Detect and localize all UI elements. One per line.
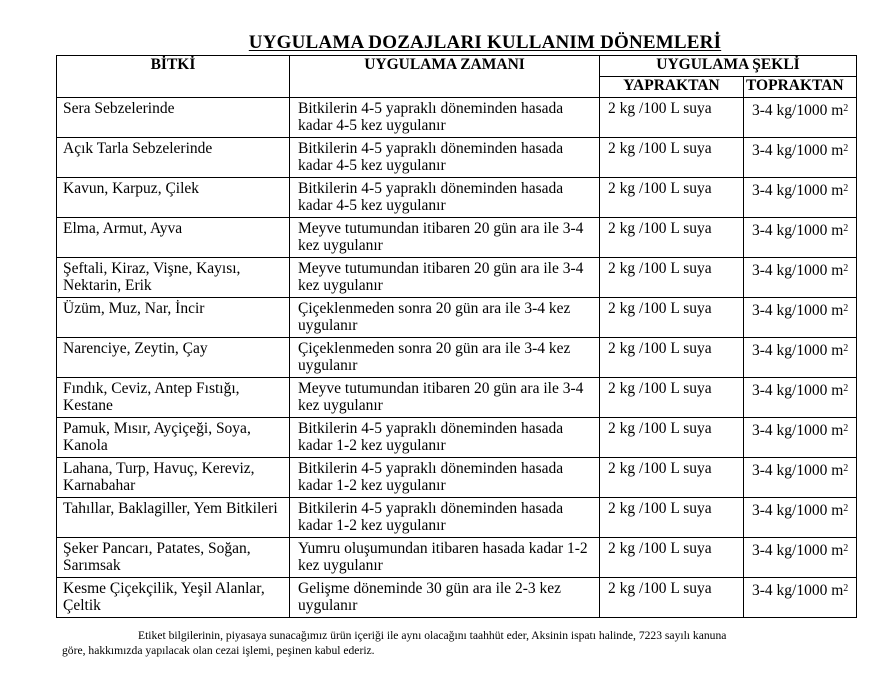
topraktan-value: 3-4 kg/1000 m <box>752 502 844 519</box>
cell-yapraktan: 2 kg /100 L suya <box>600 98 744 138</box>
topraktan-value: 3-4 kg/1000 m <box>752 182 844 199</box>
cell-yapraktan: 2 kg /100 L suya <box>600 378 744 418</box>
header-bitki: BİTKİ <box>57 56 290 98</box>
table-row <box>57 178 857 218</box>
cell-topraktan <box>744 258 857 298</box>
cell-bitki: Sera Sebzelerinde <box>57 98 290 138</box>
topraktan-exponent: 2 <box>843 343 849 354</box>
cell-uygulama-zamani: Meyve tutumundan itibaren 20 gün ara ile 3-4 kez uygulanır <box>290 258 600 298</box>
table-row <box>57 258 857 298</box>
cell-yapraktan: 2 kg /100 L suya <box>600 538 744 578</box>
cell-topraktan <box>744 378 857 418</box>
topraktan-value: 3-4 kg/1000 m <box>752 462 844 479</box>
cell-topraktan <box>744 338 857 378</box>
cell-topraktan <box>744 298 857 338</box>
cell-topraktan <box>744 218 857 258</box>
footnote-line-2: göre, hakkımızda yapılacak olan cezai işlemi, peşinen kabul ederiz. <box>62 644 375 657</box>
header-topraktan: TOPRAKTAN <box>744 77 857 98</box>
cell-bitki: Kavun, Karpuz, Çilek <box>57 178 290 218</box>
cell-uygulama-zamani: Bitkilerin 4-5 yapraklı döneminden hasada kadar 1-2 kez uygulanır <box>290 418 600 458</box>
topraktan-exponent: 2 <box>843 463 849 474</box>
cell-yapraktan: 2 kg /100 L suya <box>600 298 744 338</box>
topraktan-value: 3-4 kg/1000 m <box>752 382 844 399</box>
table-row <box>57 378 857 418</box>
topraktan-value: 3-4 kg/1000 m <box>752 142 844 159</box>
cell-bitki: Şeker Pancarı, Patates, Soğan, Sarımsak <box>57 538 290 578</box>
cell-yapraktan: 2 kg /100 L suya <box>600 458 744 498</box>
header-uygulama-zamani: UYGULAMA ZAMANI <box>290 56 600 98</box>
cell-topraktan <box>744 538 857 578</box>
topraktan-exponent: 2 <box>843 183 849 194</box>
topraktan-exponent: 2 <box>843 583 849 594</box>
cell-yapraktan: 2 kg /100 L suya <box>600 338 744 378</box>
topraktan-value: 3-4 kg/1000 m <box>752 582 844 599</box>
cell-bitki: Şeftali, Kiraz, Vişne, Kayısı, Nektarin, Erik <box>57 258 290 298</box>
cell-uygulama-zamani: Bitkilerin 4-5 yapraklı döneminden hasada kadar 4-5 kez uygulanır <box>290 178 600 218</box>
page-title-text: UYGULAMA DOZAJLARI KULLANIM DÖNEMLERİ <box>248 32 722 53</box>
table-row <box>57 498 857 538</box>
cell-uygulama-zamani: Çiçeklenmeden sonra 20 gün ara ile 3-4 kez uygulanır <box>290 338 600 378</box>
topraktan-value: 3-4 kg/1000 m <box>752 222 844 239</box>
cell-uygulama-zamani: Meyve tutumundan itibaren 20 gün ara ile 3-4 kez uygulanır <box>290 218 600 258</box>
header-yapraktan: YAPRAKTAN <box>600 77 744 98</box>
cell-yapraktan: 2 kg /100 L suya <box>600 218 744 258</box>
topraktan-value: 3-4 kg/1000 m <box>752 342 844 359</box>
table-row <box>57 98 857 138</box>
topraktan-exponent: 2 <box>843 223 849 234</box>
topraktan-value: 3-4 kg/1000 m <box>752 422 844 439</box>
cell-uygulama-zamani: Meyve tutumundan itibaren 20 gün ara ile 3-4 kez uygulanır <box>290 378 600 418</box>
cell-uygulama-zamani: Gelişme döneminde 30 gün ara ile 2-3 kez uygulanır <box>290 578 600 618</box>
table-row <box>57 138 857 178</box>
cell-bitki: Lahana, Turp, Havuç, Kereviz, Karnabahar <box>57 458 290 498</box>
cell-yapraktan: 2 kg /100 L suya <box>600 178 744 218</box>
header-row-1 <box>57 56 857 77</box>
table-row <box>57 338 857 378</box>
topraktan-exponent: 2 <box>843 383 849 394</box>
topraktan-value: 3-4 kg/1000 m <box>752 542 844 559</box>
topraktan-exponent: 2 <box>843 543 849 554</box>
cell-topraktan <box>744 178 857 218</box>
topraktan-exponent: 2 <box>843 303 849 314</box>
topraktan-value: 3-4 kg/1000 m <box>752 262 844 279</box>
cell-bitki: Narenciye, Zeytin, Çay <box>57 338 290 378</box>
cell-bitki: Pamuk, Mısır, Ayçiçeği, Soya, Kanola <box>57 418 290 458</box>
table-row <box>57 298 857 338</box>
cell-uygulama-zamani: Bitkilerin 4-5 yapraklı döneminden hasada kadar 1-2 kez uygulanır <box>290 458 600 498</box>
cell-yapraktan: 2 kg /100 L suya <box>600 258 744 298</box>
cell-topraktan <box>744 138 857 178</box>
table-row <box>57 218 857 258</box>
cell-bitki: Açık Tarla Sebzelerinde <box>57 138 290 178</box>
topraktan-exponent: 2 <box>843 143 849 154</box>
cell-topraktan <box>744 458 857 498</box>
table-row <box>57 418 857 458</box>
header-uygulama-sekli: UYGULAMA ŞEKLİ <box>600 56 857 77</box>
cell-topraktan <box>744 98 857 138</box>
cell-uygulama-zamani: Bitkilerin 4-5 yapraklı döneminden hasada kadar 1-2 kez uygulanır <box>290 498 600 538</box>
topraktan-exponent: 2 <box>843 263 849 274</box>
table-row <box>57 538 857 578</box>
cell-bitki: Tahıllar, Baklagiller, Yem Bitkileri <box>57 498 290 538</box>
topraktan-value: 3-4 kg/1000 m <box>752 302 844 319</box>
topraktan-exponent: 2 <box>843 423 849 434</box>
cell-uygulama-zamani: Çiçeklenmeden sonra 20 gün ara ile 3-4 kez uygulanır <box>290 298 600 338</box>
cell-topraktan <box>744 418 857 458</box>
cell-bitki: Üzüm, Muz, Nar, İncir <box>57 298 290 338</box>
table-row <box>57 458 857 498</box>
topraktan-exponent: 2 <box>843 103 849 114</box>
cell-uygulama-zamani: Yumru oluşumundan itibaren hasada kadar 1-2 kez uygulanır <box>290 538 600 578</box>
footnote-line-1: Etiket bilgilerinin, piyasaya sunacağımız ürün içeriği ile aynı olacağını taahhüt eder, Aksinin ispatı halinde, 7223 sayılı kanuna <box>138 629 727 642</box>
cell-bitki: Kesme Çiçekçilik, Yeşil Alanlar, Çeltik <box>57 578 290 618</box>
cell-topraktan <box>744 498 857 538</box>
dosage-table <box>56 55 857 618</box>
cell-yapraktan: 2 kg /100 L suya <box>600 578 744 618</box>
topraktan-value: 3-4 kg/1000 m <box>752 102 844 119</box>
topraktan-exponent: 2 <box>843 503 849 514</box>
cell-yapraktan: 2 kg /100 L suya <box>600 138 744 178</box>
cell-bitki: Fındık, Ceviz, Antep Fıstığı, Kestane <box>57 378 290 418</box>
table-row <box>57 578 857 618</box>
cell-uygulama-zamani: Bitkilerin 4-5 yapraklı döneminden hasada kadar 4-5 kez uygulanır <box>290 98 600 138</box>
cell-yapraktan: 2 kg /100 L suya <box>600 418 744 458</box>
footnote <box>62 628 842 658</box>
cell-topraktan <box>744 578 857 618</box>
cell-uygulama-zamani: Bitkilerin 4-5 yapraklı döneminden hasada kadar 4-5 kez uygulanır <box>290 138 600 178</box>
cell-yapraktan: 2 kg /100 L suya <box>600 498 744 538</box>
cell-bitki: Elma, Armut, Ayva <box>57 218 290 258</box>
page-title <box>0 32 896 54</box>
